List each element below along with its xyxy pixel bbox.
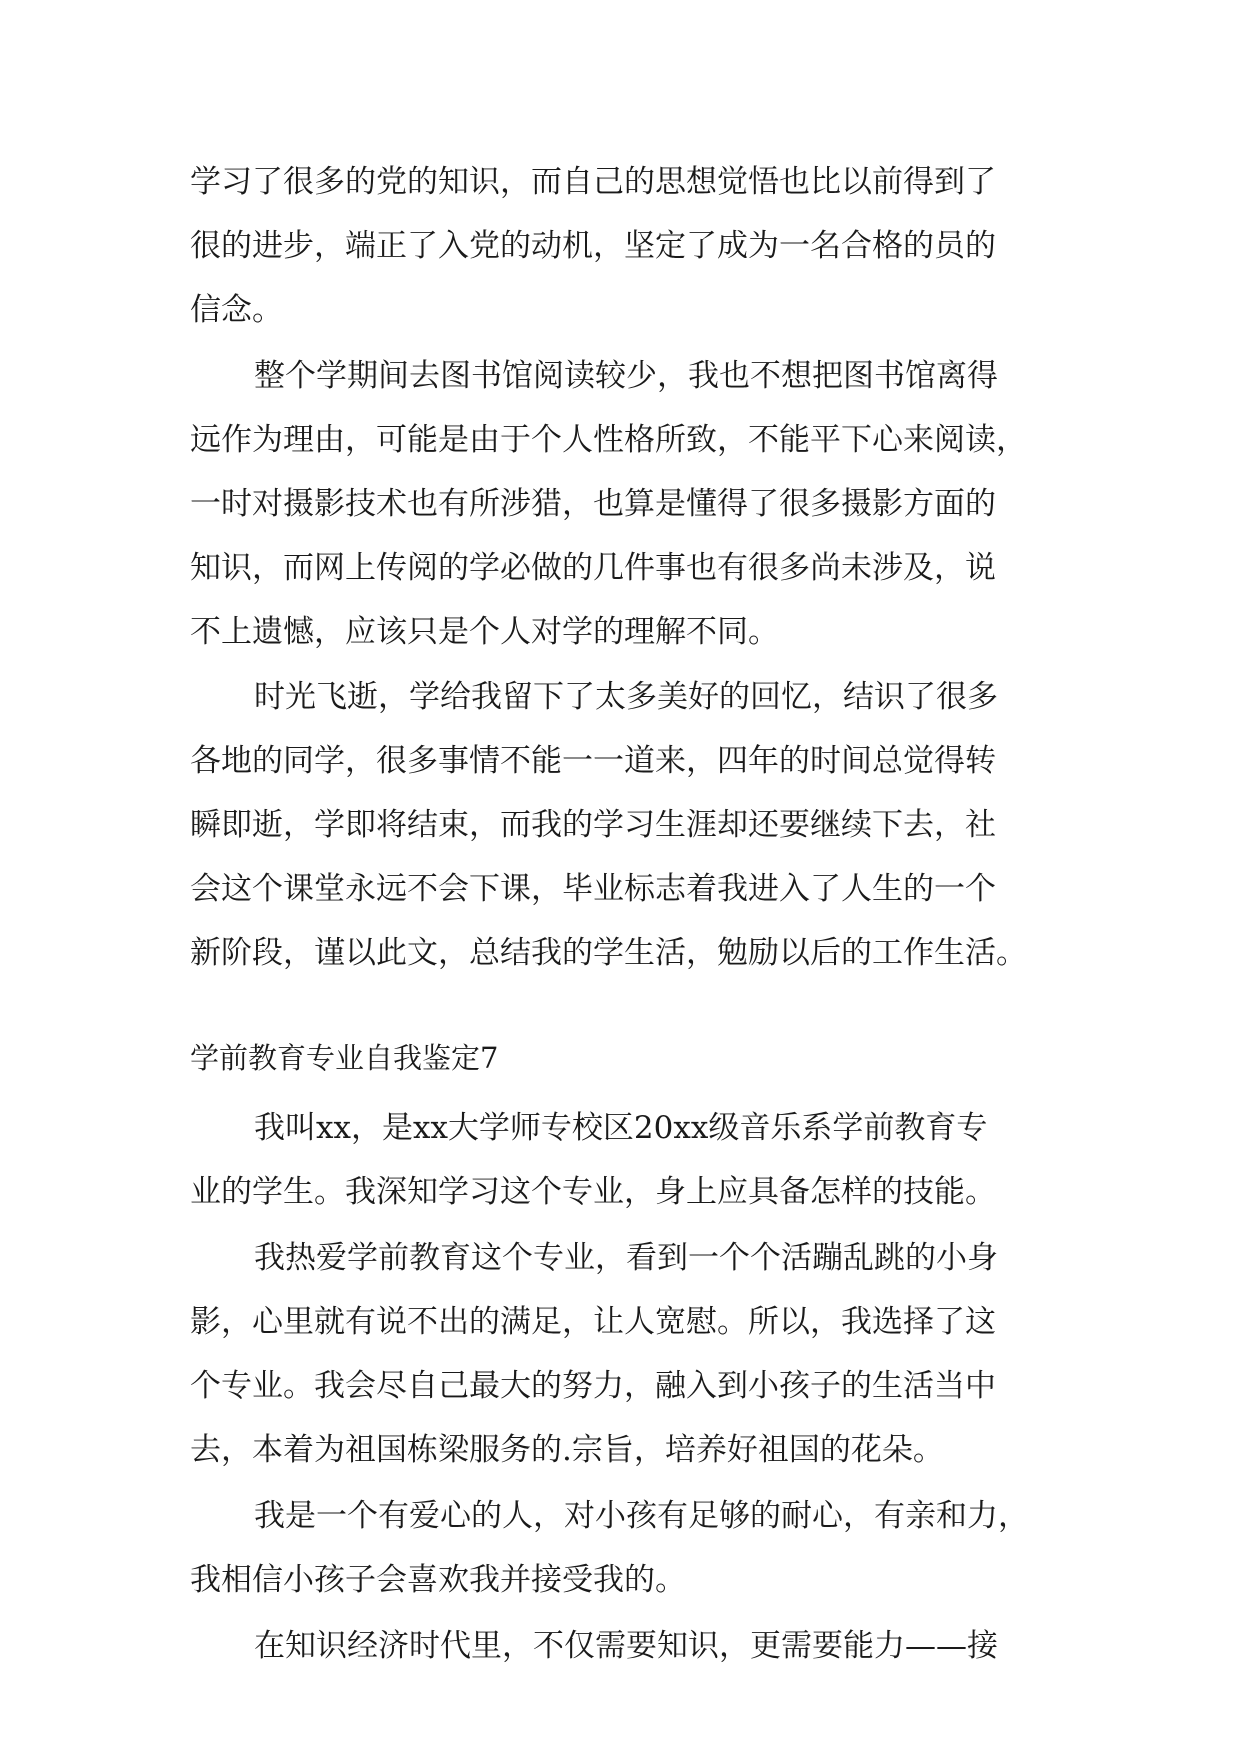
paragraph-first-line: 我叫xx，是xx大学师专校区20xx级音乐系学前教育专 [254, 1110, 988, 1146]
text-line: 很的进步，端正了入党的动机，坚定了成为一名合格的员的 [190, 228, 996, 264]
text-line: 去，本着为祖国栋梁服务的.宗旨，培养好祖国的花朵。 [190, 1432, 944, 1468]
text-line: 远作为理由，可能是由于个人性格所致，不能平下心来阅读， [190, 422, 1027, 458]
text-line: 信念。 [190, 292, 283, 328]
text-line: 会这个课堂永远不会下课，毕业标志着我进入了人生的一个 [190, 871, 996, 907]
text-line: 学习了很多的党的知识，而自己的思想觉悟也比以前得到了 [190, 164, 996, 200]
section-heading: 学前教育专业自我鉴定7 [190, 1041, 499, 1075]
text-line: 不上遗憾，应该只是个人对学的理解不同。 [190, 614, 779, 650]
text-line: 个专业。我会尽自己最大的努力，融入到小孩子的生活当中 [190, 1368, 996, 1404]
text-line: 各地的同学，很多事情不能一一道来，四年的时间总觉得转 [190, 743, 996, 779]
text-line: 瞬即逝，学即将结束，而我的学习生涯却还要继续下去，社 [190, 807, 996, 843]
text-line: 新阶段，谨以此文，总结我的学生活，勉励以后的工作生活。 [190, 935, 1027, 971]
text-line: 我相信小孩子会喜欢我并接受我的。 [190, 1562, 686, 1598]
text-line: 业的学生。我深知学习这个专业，身上应具备怎样的技能。 [190, 1174, 996, 1210]
text-line: 知识，而网上传阅的学必做的几件事也有很多尚未涉及，说 [190, 550, 996, 586]
paragraph-first-line: 在知识经济时代里，不仅需要知识，更需要能力——接 [254, 1628, 998, 1664]
paragraph-first-line: 整个学期间去图书馆阅读较少，我也不想把图书馆离得 [254, 358, 998, 394]
text-line: 一时对摄影技术也有所涉猎，也算是懂得了很多摄影方面的 [190, 486, 996, 522]
paragraph-first-line: 我热爱学前教育这个专业，看到一个个活蹦乱跳的小身 [254, 1240, 998, 1276]
paragraph-first-line: 我是一个有爱心的人，对小孩有足够的耐心，有亲和力， [254, 1498, 1029, 1534]
text-line: 影，心里就有说不出的满足，让人宽慰。所以，我选择了这 [190, 1304, 996, 1340]
paragraph-first-line: 时光飞逝，学给我留下了太多美好的回忆，结识了很多 [254, 679, 998, 715]
